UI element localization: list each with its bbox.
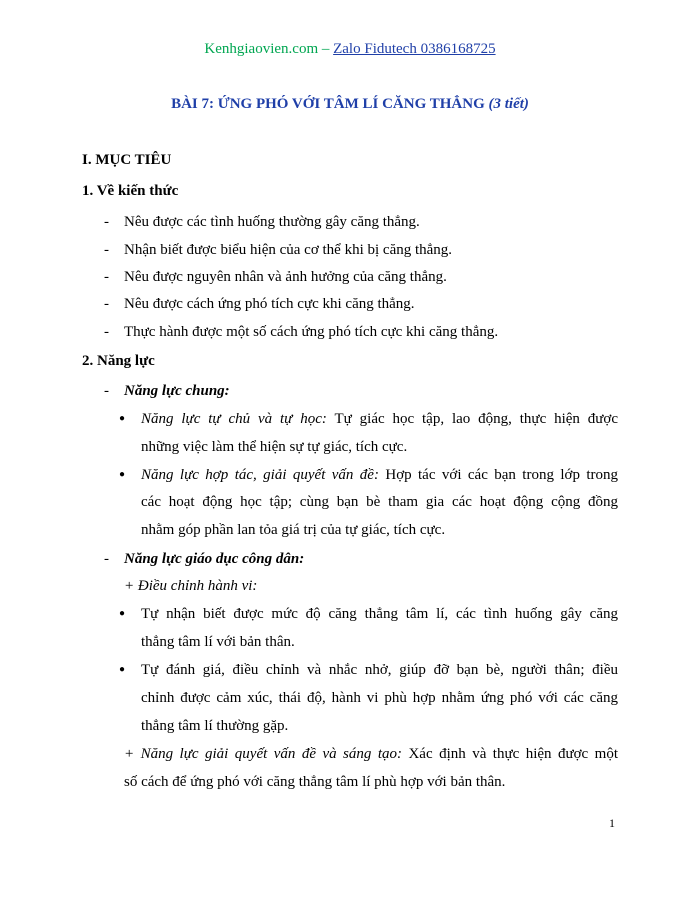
bullet-dot-icon: ● bbox=[119, 469, 126, 480]
bullet-dot-icon: ● bbox=[119, 413, 126, 424]
knowledge-item: Nhận biết được biểu hiện của cơ thể khi bị căng thẳng. bbox=[124, 242, 453, 258]
section-heading-objectives: I. MỤC TIÊU bbox=[82, 152, 172, 168]
subheading-knowledge: 1. Về kiến thức bbox=[82, 183, 179, 199]
knowledge-item: Nêu được nguyên nhân và ảnh hưởng của căng thẳng. bbox=[124, 269, 447, 285]
dash-marker: - bbox=[104, 214, 109, 230]
dash-marker: - bbox=[104, 242, 109, 258]
general-bullet1-line2: những việc làm thể hiện sự tự giác, tích cực. bbox=[141, 439, 408, 455]
civic-bullet2-line1: Tự đánh giá, điều chỉnh và nhắc nhở, giúp đỡ bạn bè, người thân; điều bbox=[141, 662, 618, 678]
knowledge-item: Nêu được cách ứng phó tích cực khi căng thẳng. bbox=[124, 296, 415, 312]
dash-marker: - bbox=[104, 551, 109, 567]
lesson-title-note: (3 tiết) bbox=[488, 96, 529, 112]
knowledge-item: Thực hành được một số cách ứng phó tích cực khi căng thẳng. bbox=[124, 324, 499, 340]
header-zalo-link[interactable]: Zalo Fidutech 0386168725 bbox=[333, 41, 496, 57]
general-bullet2-line3: nhằm góp phần lan tỏa giá trị của tự giác, tích cực. bbox=[141, 522, 446, 538]
civic-sub2-line1: + Năng lực giải quyết vấn đề và sáng tạo: Xác định và thực hiện được một bbox=[124, 746, 618, 762]
dash-marker: - bbox=[104, 383, 109, 399]
lesson-title bbox=[0, 96, 700, 113]
bullet-dot-icon: ● bbox=[119, 608, 126, 619]
general-bullet1-line1: Năng lực tự chủ và tự học: Tự giác học tập, lao động, thực hiện được bbox=[141, 411, 619, 427]
civic-bullet2-line2: chỉnh được cảm xúc, thái độ, hành vi phù hợp nhằm ứng phó với các căng bbox=[141, 690, 618, 706]
dash-marker: - bbox=[104, 324, 109, 340]
lesson-title-main: BÀI 7: ỨNG PHÓ VỚI TÂM LÍ CĂNG THẲNG bbox=[171, 96, 485, 112]
header-separator: – bbox=[318, 41, 334, 57]
civic-bullet1-line2: thẳng tâm lí với bản thân. bbox=[141, 634, 295, 650]
header-site: Kenhgiaovien.com bbox=[204, 41, 319, 57]
civic-competence-label: Năng lực giáo dục công dân: bbox=[124, 551, 305, 567]
civic-sub1: + Điều chỉnh hành vi: bbox=[124, 578, 258, 594]
general-bullet2-line1: Năng lực hợp tác, giải quyết vấn đề: Hợp tác với các bạn trong lớp trong bbox=[141, 467, 618, 483]
knowledge-item: Nêu được các tình huống thường gây căng thẳng. bbox=[124, 214, 420, 230]
civic-bullet2-line3: thẳng tâm lí thường gặp. bbox=[141, 718, 289, 734]
bullet-dot-icon: ● bbox=[119, 664, 126, 675]
civic-sub2-line2: số cách để ứng phó với căng thẳng tâm lí phù hợp với bản thân. bbox=[124, 774, 506, 790]
general-competence-label: Năng lực chung: bbox=[124, 383, 230, 399]
dash-marker: - bbox=[104, 296, 109, 312]
subheading-competence: 2. Năng lực bbox=[82, 353, 155, 369]
general-bullet2-line2: các hoạt động học tập; cùng bạn bè tham gia các hoạt động cộng đồng bbox=[141, 494, 618, 510]
civic-bullet1-line1: Tự nhận biết được mức độ căng thẳng tâm lí, các tình huống gây căng bbox=[141, 606, 618, 622]
page-number: 1 bbox=[609, 816, 615, 830]
dash-marker: - bbox=[104, 269, 109, 285]
page-header bbox=[0, 41, 700, 58]
